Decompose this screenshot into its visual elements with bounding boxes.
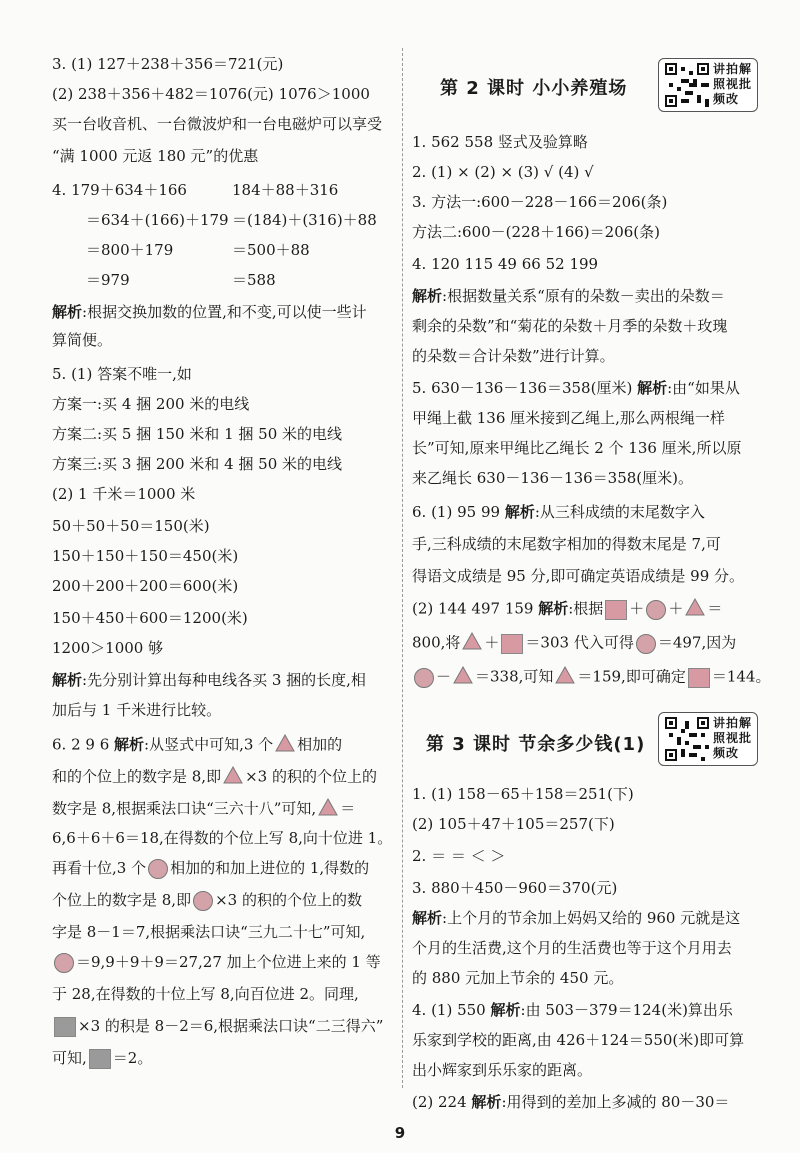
calc-b: ＝588 (232, 271, 276, 289)
square-icon (688, 668, 710, 688)
triangle-icon (275, 734, 295, 757)
text-line: ＝9,9＋9＋9＝27,27 加上个位进上来的 1 等 (52, 952, 381, 973)
text-line: 的朵数＝合计朵数”进行计算。 (412, 347, 615, 365)
answer-3: 3. 880＋450－960＝370(元) (412, 879, 618, 897)
answer-5-2: (2) 1 千米＝1000 米 (52, 485, 196, 503)
answer-6-1: 6. (1) 95 99 解析:从三科成绩的末尾数字入 (412, 503, 705, 521)
answer-4: 4. 120 115 49 66 52 199 (412, 255, 599, 273)
triangle-icon (555, 666, 575, 689)
calc-b: ＝500＋88 (232, 241, 310, 259)
text-line: 个位上的数字是 8,即 ×3 的积的个位上的数 (52, 891, 362, 909)
text-line: 字是 8－1＝7,根据乘法口诀“三九二十七”可知, (52, 923, 366, 941)
text-line: － ＝338,可知 ＝159,即可确定 ＝144。 (412, 666, 770, 689)
circle-icon (54, 953, 74, 973)
text-line: “满 1000 元返 180 元”的优惠 (52, 147, 259, 165)
text-line: 来乙绳长 630－136－136＝358(厘米)。 (412, 469, 693, 487)
text-line: 加后与 1 千米进行比较。 (52, 701, 222, 719)
qr-code-box (658, 58, 758, 112)
analysis: 解析:先分别计算出每种电线各买 3 捆的长度,相 (52, 671, 366, 689)
square-icon (501, 634, 523, 654)
text-line: ×3 的积是 8－2＝6,根据乘法口诀“二三得六” (52, 1016, 383, 1037)
text-line: 数字是 8,根据乘法口诀“三六十八”可知, ＝ (52, 798, 355, 821)
qr-code-icon (665, 717, 709, 761)
qr-caption: 讲拍解照视批频改 (713, 62, 753, 106)
lesson-title: 第 2 课时 小小养殖场 (440, 78, 628, 99)
calc-a: ＝800＋179 (86, 241, 174, 259)
answer-3-1: 3. (1) 127＋238＋356＝721(元) (52, 55, 284, 73)
analysis: 解析:根据数量关系“原有的朵数－卖出的朵数＝ (412, 287, 725, 305)
answer-6-2: (2) 144 497 159 解析:根据 ＋ ＋ ＝ (412, 598, 722, 621)
page-number: 9 (394, 1124, 406, 1142)
calc-b: 184＋88＋316 (232, 181, 339, 199)
column-divider (402, 48, 403, 1088)
text-line: 和的个位上的数字是 8,即 ×3 的积的个位上的 (52, 766, 377, 789)
answer-1-2: (2) 105＋47＋105＝257(下) (412, 815, 615, 833)
calc-line: 150＋150＋150＝450(米) (52, 547, 239, 565)
qr-caption: 讲拍解照视批频改 (713, 716, 753, 760)
text-line: 再看十位,3 个 相加的和加上进位的 1,得数的 (52, 859, 370, 877)
text-line: 可知, ＝2。 (52, 1049, 153, 1067)
calc-a: ＝979 (86, 271, 130, 289)
text-line: 出小辉家到乐乐家的距离。 (412, 1061, 593, 1079)
text-line: 6,6＋6＋6＝18,在得数的个位上写 8,向十位进 1。 (52, 829, 393, 847)
answer-5: 5. 630－136－136＝358(厘米) 解析:由“如果从 (412, 379, 740, 397)
text-line: 得语文成绩是 95 分,即可确定英语成绩是 99 分。 (412, 567, 745, 585)
text-line: 个月的生活费,这个月的生活费也等于这个月用去 (412, 939, 732, 957)
answer-3b: 方法二:600－(228＋166)＝206(条) (412, 223, 660, 241)
answer-1: 1. 562 558 竖式及验算略 (412, 133, 588, 151)
triangle-icon (462, 632, 482, 655)
plan-2: 方案二:买 5 捆 150 米和 1 捆 50 米的电线 (52, 425, 343, 443)
text-line: 剩余的朵数”和“菊花的朵数＋月季的朵数＋玫瑰 (412, 317, 728, 335)
triangle-icon (318, 798, 338, 821)
triangle-icon (223, 766, 243, 789)
text-line: 算简便。 (52, 331, 113, 349)
calc-line: 1200＞1000 够 (52, 639, 164, 657)
text-line: 手,三科成绩的末尾数字相加的得数末尾是 7,可 (412, 535, 721, 553)
answer-4-1: 4. (1) 550 解析:由 503－379＝124(米)算出乐 (412, 1001, 733, 1019)
calc-b: ＝(184)＋(316)＋88 (232, 211, 377, 229)
answer-1-1: 1. (1) 158－65＋158＝251(下) (412, 785, 634, 803)
qr-code-icon (665, 63, 709, 107)
square-icon (605, 600, 627, 620)
text-line: 800,将 ＋ ＝303 代入可得 ＝497,因为 (412, 632, 736, 655)
square-icon (89, 1049, 111, 1069)
lesson-title: 第 3 课时 节余多少钱(1) (426, 734, 646, 755)
plan-3: 方案三:买 3 捆 200 米和 4 捆 50 米的电线 (52, 455, 343, 473)
answer-4-2: (2) 224 解析:用得到的差加上多减的 80－30＝ (412, 1093, 730, 1111)
text-line: 乐家到学校的距离,由 426＋124＝550(米)即可算 (412, 1031, 745, 1049)
analysis: 解析:根据交换加数的位置,和不变,可以使一些计 (52, 303, 367, 321)
qr-code-box (658, 712, 758, 766)
text-line: 的 880 元加上节余的 450 元。 (412, 969, 624, 987)
answer-5-1: 5. (1) 答案不唯一,如 (52, 365, 192, 383)
answer-3: 3. 方法一:600－228－166＝206(条) (412, 193, 668, 211)
answer-2: 2. ＝ ＝ ＜ ＞ (412, 847, 506, 865)
circle-icon (193, 891, 213, 911)
circle-icon (414, 668, 434, 688)
analysis: 解析:上个月的节余加上妈妈又给的 960 元就是这 (412, 909, 741, 927)
plan-1: 方案一:买 4 捆 200 米的电线 (52, 395, 250, 413)
calc-line: 200＋200＋200＝600(米) (52, 577, 239, 595)
text-line: 长”可知,原来甲绳比乙绳长 2 个 136 厘米,所以原 (412, 439, 742, 457)
calc-line: 50＋50＋50＝150(米) (52, 517, 210, 535)
answer-2: 2. (1) × (2) × (3) √ (4) √ (412, 163, 594, 181)
calc-a: 4. 179＋634＋166 (52, 181, 187, 199)
triangle-icon (453, 666, 473, 689)
answer-3-2: (2) 238＋356＋482＝1076(元) 1076＞1000 (52, 85, 370, 103)
triangle-icon (685, 598, 705, 621)
circle-icon (636, 634, 656, 654)
text-line: 于 28,在得数的十位上写 8,向百位进 2。同理, (52, 985, 359, 1003)
calc-a: ＝634＋(166)＋179 (86, 211, 229, 229)
text-line: 甲绳上截 136 厘米接到乙绳上,那么两根绳一样 (412, 409, 725, 427)
answer-6: 6. 2 9 6 解析:从竖式中可知,3 个 相加的 (52, 734, 342, 757)
circle-icon (148, 859, 168, 879)
square-icon (54, 1017, 76, 1037)
calc-line: 150＋450＋600＝1200(米) (52, 609, 248, 627)
text-line: 买一台收音机、一台微波炉和一台电磁炉可以享受 (52, 115, 383, 133)
circle-icon (646, 600, 666, 620)
